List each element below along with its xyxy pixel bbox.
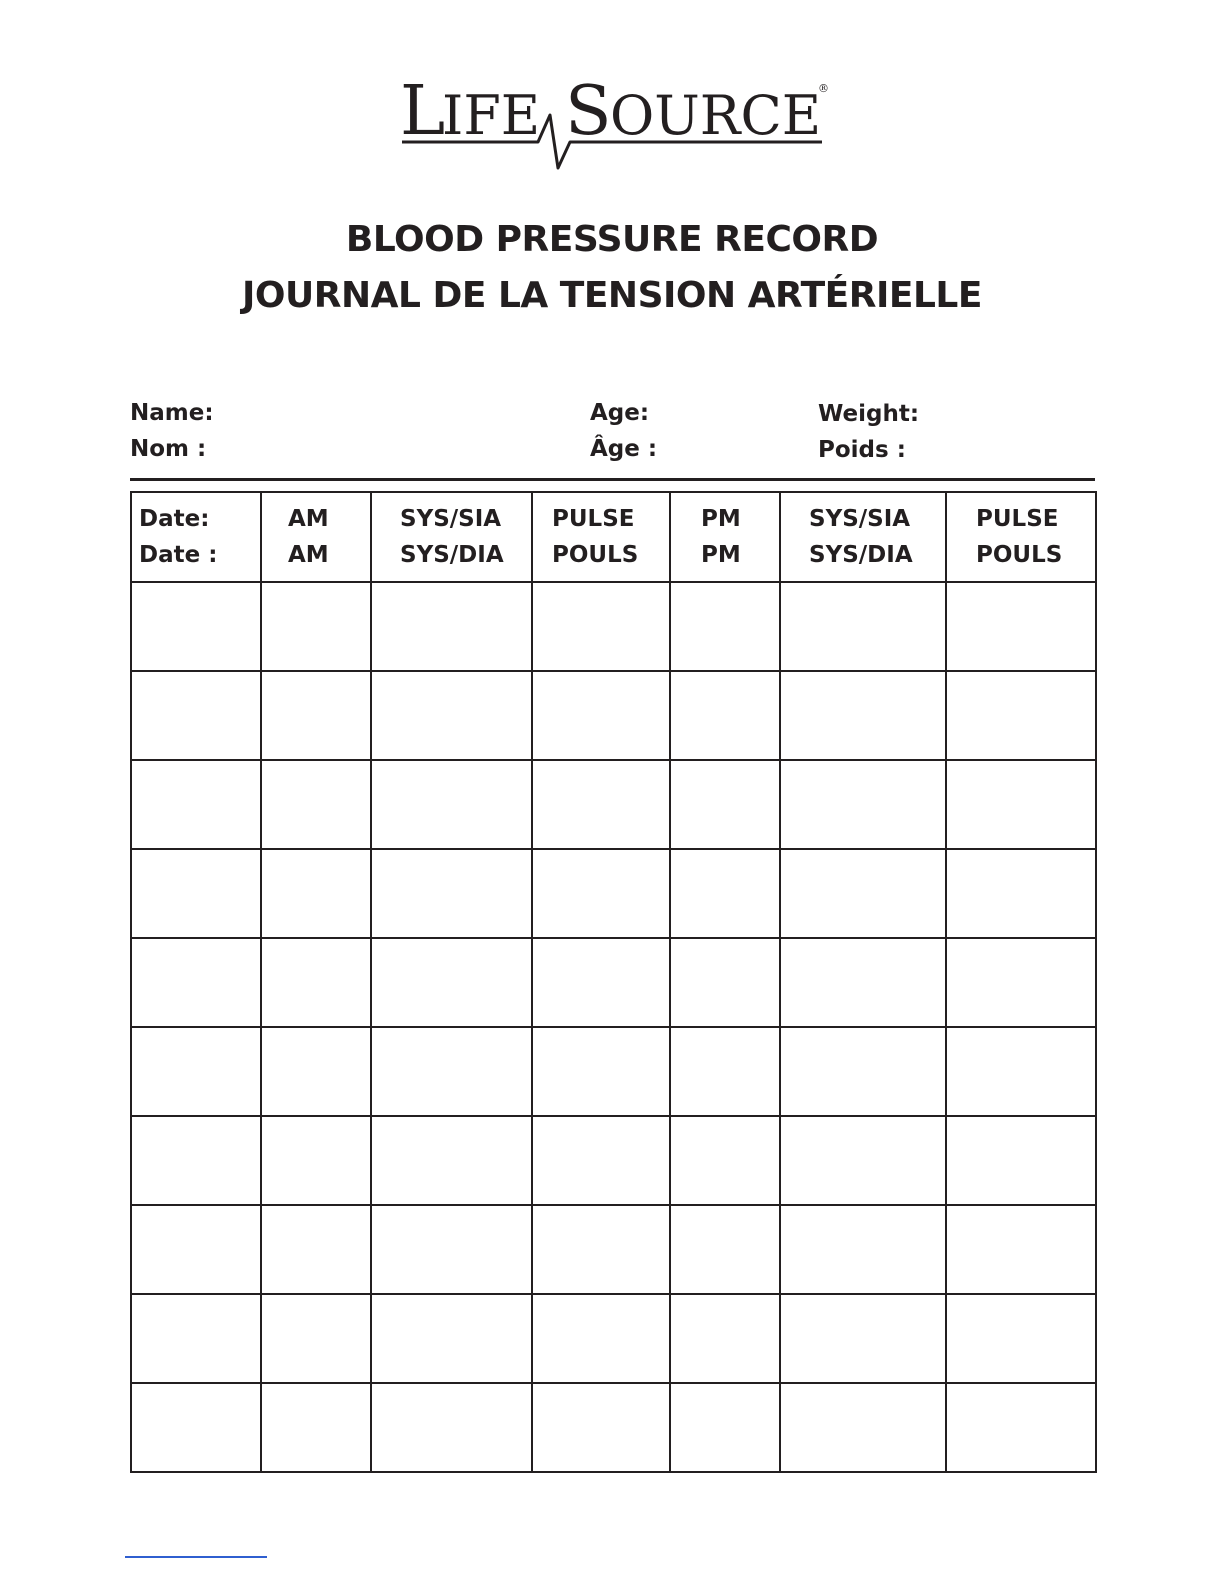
record-cell[interactable] [371,849,532,938]
record-cell[interactable] [780,760,946,849]
record-cell[interactable] [946,849,1096,938]
header-am [261,492,371,582]
title-french: JOURNAL DE LA TENSION ARTÉRIELLE [242,275,982,316]
record-cell[interactable] [371,1294,532,1383]
record-cell[interactable] [532,938,670,1027]
table-row [131,1294,1096,1383]
record-cell[interactable] [532,760,670,849]
record-cell[interactable] [946,1383,1096,1472]
table-row [131,938,1096,1027]
record-cell[interactable] [670,582,780,671]
record-cell[interactable] [131,671,261,760]
footer-link-underline [125,1556,267,1558]
record-cell[interactable] [131,1294,261,1383]
header-am-sys-dia [371,492,532,582]
header-pm-sys-en: SYS/SIA [809,506,911,532]
record-cell[interactable] [131,1205,261,1294]
record-cell[interactable] [261,1383,371,1472]
svg-text:OURCE: OURCE [610,84,822,147]
record-cell[interactable] [261,1294,371,1383]
header-pm [670,492,780,582]
record-cell[interactable] [946,582,1096,671]
header-am-fr: AM [288,542,329,568]
record-cell[interactable] [261,1027,371,1116]
table-row [131,671,1096,760]
header-pm-en: PM [701,506,741,532]
header-pm-pulse [946,492,1096,582]
table-row [131,582,1096,671]
record-cell[interactable] [946,760,1096,849]
header-date [131,492,261,582]
header-pm-sys-dia [780,492,946,582]
record-cell[interactable] [371,582,532,671]
record-cell[interactable] [780,938,946,1027]
svg-text:®: ® [818,82,829,95]
record-cell[interactable] [670,1116,780,1205]
record-cell[interactable] [532,1116,670,1205]
record-cell[interactable] [670,671,780,760]
record-cell[interactable] [131,760,261,849]
record-cell[interactable] [532,671,670,760]
record-cell[interactable] [670,760,780,849]
record-cell[interactable] [532,1383,670,1472]
info-divider [130,478,1095,481]
weight-label: Weight: [818,401,920,427]
header-date-fr: Date : [139,542,218,568]
record-cell[interactable] [131,938,261,1027]
nom-label: Nom : [130,436,207,462]
header-am-pulse [532,492,670,582]
record-cell[interactable] [532,582,670,671]
record-cell[interactable] [946,671,1096,760]
record-cell[interactable] [261,849,371,938]
table-row [131,849,1096,938]
record-cell[interactable] [131,1116,261,1205]
record-cell[interactable] [131,582,261,671]
table-row [131,1027,1096,1116]
age-label: Age: [590,400,650,426]
record-cell[interactable] [670,1294,780,1383]
record-cell[interactable] [780,1205,946,1294]
record-cell[interactable] [261,938,371,1027]
record-cell[interactable] [131,1383,261,1472]
record-cell[interactable] [371,760,532,849]
record-cell[interactable] [670,938,780,1027]
record-cell[interactable] [670,1027,780,1116]
header-pm-fr: PM [701,542,741,568]
poids-label: Poids : [818,437,906,463]
record-cell[interactable] [946,938,1096,1027]
age-label-fr: Âge : [590,436,658,462]
header-am-sys-en: SYS/SIA [400,506,502,532]
table-row [131,1205,1096,1294]
record-cell[interactable] [261,760,371,849]
record-cell[interactable] [532,1205,670,1294]
blood-pressure-table [130,491,1097,1473]
header-am-en: AM [288,506,329,532]
header-am-pulse-en: PULSE [552,506,635,532]
record-cell[interactable] [371,1205,532,1294]
record-cell[interactable] [946,1027,1096,1116]
record-cell[interactable] [670,849,780,938]
header-row [131,492,1096,582]
record-cell[interactable] [670,1383,780,1472]
record-cell[interactable] [532,849,670,938]
record-cell[interactable] [946,1294,1096,1383]
record-cell[interactable] [261,671,371,760]
record-cell[interactable] [780,1027,946,1116]
record-cell[interactable] [780,671,946,760]
table-row [131,760,1096,849]
svg-text:IFE: IFE [442,84,541,147]
record-cell[interactable] [261,1116,371,1205]
record-cell[interactable] [371,671,532,760]
table-row [131,1383,1096,1472]
svg-text:L: L [400,72,446,151]
record-cell[interactable] [371,938,532,1027]
record-cell[interactable] [670,1205,780,1294]
table-row [131,1116,1096,1205]
header-pm-sys-fr: SYS/DIA [809,542,913,568]
record-cell[interactable] [780,1116,946,1205]
svg-text:S: S [565,72,612,151]
header-am-pulse-fr: POULS [552,542,639,568]
record-cell[interactable] [780,1383,946,1472]
record-cell[interactable] [780,849,946,938]
record-cell[interactable] [131,849,261,938]
record-cell[interactable] [371,1116,532,1205]
record-cell[interactable] [532,1027,670,1116]
header-date-en: Date: [139,506,210,532]
record-cell[interactable] [780,1294,946,1383]
header-am-sys-fr: SYS/DIA [400,542,504,568]
record-cell[interactable] [946,1205,1096,1294]
name-label: Name: [130,400,214,426]
header-pm-pulse-fr: POULS [976,542,1063,568]
record-cell[interactable] [780,582,946,671]
lifesource-logo [400,70,840,180]
header-pm-pulse-en: PULSE [976,506,1059,532]
record-cell[interactable] [371,1027,532,1116]
document-title [0,212,1224,324]
record-cell[interactable] [371,1383,532,1472]
record-cell[interactable] [261,582,371,671]
title-english: BLOOD PRESSURE RECORD [345,219,879,260]
record-cell[interactable] [532,1294,670,1383]
record-cell[interactable] [261,1205,371,1294]
record-cell[interactable] [131,1027,261,1116]
record-cell[interactable] [946,1116,1096,1205]
